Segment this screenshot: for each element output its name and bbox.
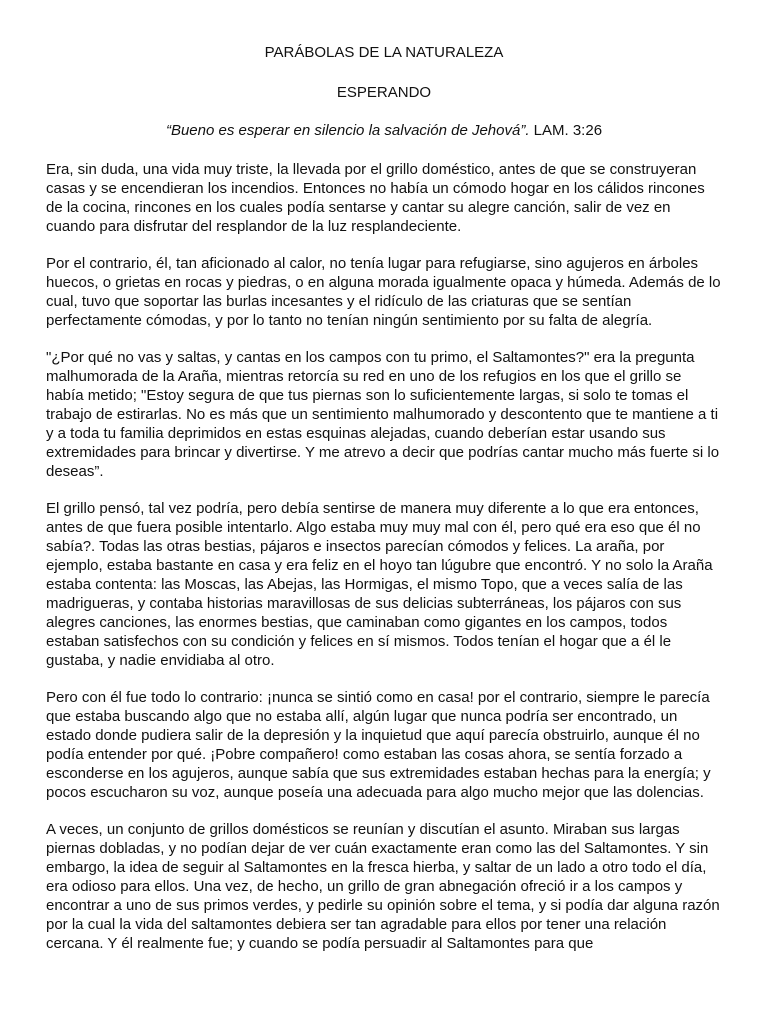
paragraph: Era, sin duda, una vida muy triste, la llevada por el grillo doméstico, antes de que se construyeran casas y se encendieran los incendios. Entonces no había un cómodo hogar en los cálidos rincones de la cocina, rincones en los cuales podía sentarse y cantar su alegre canción, salir de vez en cuando para disfrutar del resplandor de la luz resplandeciente. [46, 161, 705, 235]
paragraph: El grillo pensó, tal vez podría, pero debía sentirse de manera muy diferente a lo que era entonces, antes de que fuera posible intentarlo. Algo estaba muy muy mal con él, pero qué era eso que él no sabía?. Todas las otras bestias, pájaros e insectos parecían cómodos y felices. La araña, por ejemplo, estaba bastante en casa y era feliz en el hoyo tan lúgubre que encontró. Y no solo la Araña estaba contenta: las Moscas, las Abejas, las Hormigas, el mismo Topo, que a veces salía de las madrigueras, y contaba historias maravillosas de sus delicias subterráneas, los pájaros con sus alegres canciones, las enormes bestias, que caminaban como gigantes en los campos, todos estaban satisfechos con su condición y felices en sí mismos. Todos tenían el hogar que a él le gustaba, y nadie envidiaba al otro. [46, 500, 713, 669]
epigraph-quote: “Bueno es esperar en silencio la salvación de Jehová”. [165, 122, 530, 139]
epigraph-reference: LAM. 3:26 [529, 122, 603, 139]
paragraph: Por el contrario, él, tan aficionado al calor, no tenía lugar para refugiarse, sino agujeros en árboles huecos, o grietas en rocas y piedras, o en alguna morada igualmente opaca y húmeda. Además de lo cual, tuvo que soportar las burlas incesantes y el ridículo de las criaturas que se sentían perfectamente cómodas, y por lo tanto no tenían ningún sentimiento por su falta de alegría. [46, 255, 721, 329]
document-subtitle: ESPERANDO [336, 84, 432, 101]
paragraph: A veces, un conjunto de grillos domésticos se reunían y discutían el asunto. Miraban sus largas piernas dobladas, y no podían dejar de ver cuán exactamente eran como las del Saltamontes. Y sin embargo, la idea de seguir al Saltamontes en la fresca hierba, y saltar de un lado a otro todo el día, era odioso para ellos. Una vez, de hecho, un grillo de gran abnegación ofreció ir a los campos y encontrar a uno de sus primos verdes, y pedirle su opinión sobre el tema, y si podía dar alguna razón por la cual la vida del saltamontes debiera ser tan agradable para ellos por tener una relación cercana. Y él realmente fue; y cuando se podía persuadir al Saltamontes para que [46, 821, 720, 952]
epigraph [46, 122, 722, 140]
paragraph: Pero con él fue todo lo contrario: ¡nunca se sintió como en casa! por el contrario, siempre le parecía que estaba buscando algo que no estaba allí, algún lugar que nunca podría ser encontrado, un estado donde pudiera salir de la depresión y la inquietud que aquí parecía obstruirlo, aunque él no podía entender por qué. ¡Pobre compañero! como estaban las cosas ahora, se sentía forzado a esconderse en los agujeros, aunque sabía que sus extremidades estaban hechas para la energía; y pocos escucharon su voz, aunque poseía una adecuada para algo mucho mejor que las dolencias. [46, 689, 711, 801]
paragraph: "¿Por qué no vas y saltas, y cantas en los campos con tu primo, el Saltamontes?" era la pregunta malhumorada de la Araña, mientras retorcía su red en uno de los refugios en los que el grillo se había metido; "Estoy segura de que tus piernas son lo suficientemente largas, si solo te tomas el trabajo de estirarlas. No es más que un sentimiento malhumorado y descontento que te mantiene a ti y a toda tu familia deprimidos en estas esquinas alejadas, cuando deberían estar usando sus extremidades para brincar y divertirse. Y me atrevo a decir que podrías cantar mucho más fuerte si lo deseas”. [46, 349, 720, 480]
document-title: PARÁBOLAS DE LA NATURALEZA [264, 44, 504, 61]
